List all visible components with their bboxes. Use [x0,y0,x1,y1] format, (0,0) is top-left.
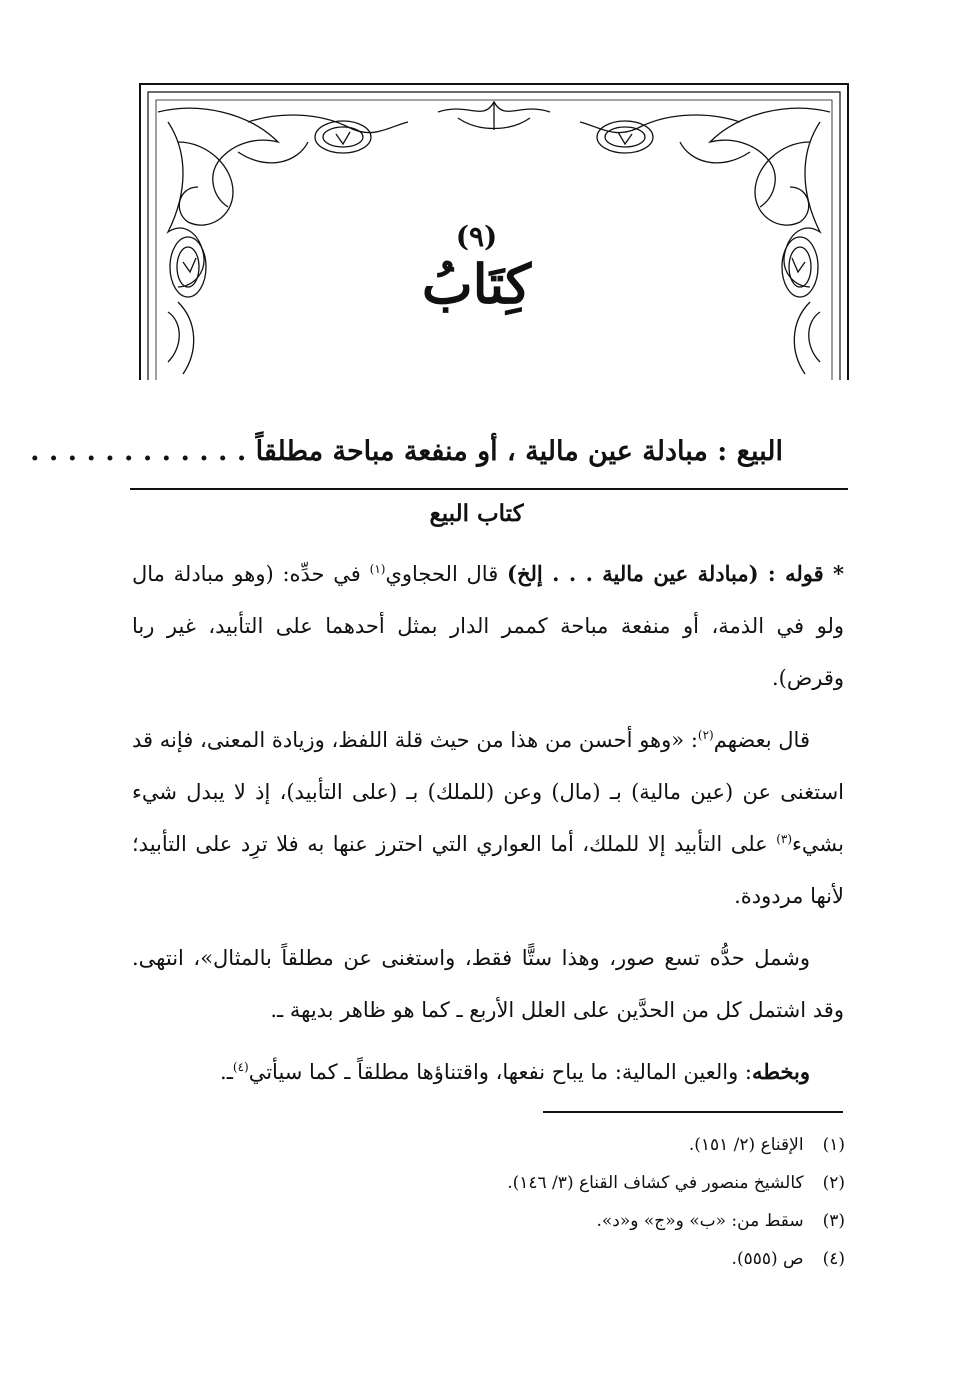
footnote-ref-1[interactable]: (١) [369,562,386,576]
footnote-item [245,1126,845,1164]
paragraph-1 [132,548,844,704]
footnote-ref-3[interactable]: (٣) [776,832,793,846]
footnote-item [245,1164,845,1202]
paragraph-4-text: : والعين المالية: ما يباح نفعها، واقتناؤها مطلقاً ـ كما سيأتي [248,1060,752,1084]
footnote-number: (٣) [822,1211,845,1231]
footnote-number: (٢) [822,1173,845,1193]
matn-divider [130,488,848,490]
paragraph-4-tail: ـ. [220,1060,233,1084]
paragraph-4 [132,1046,844,1098]
footnote-item [245,1202,845,1240]
footnote-number: (٤) [822,1249,845,1269]
footnotes [245,1126,845,1278]
commentary-body [132,548,844,1108]
chapter-number: (٩) [455,220,498,253]
paragraph-2-text-c: على التأبيد إلا للملك، أما العواري التي احترز عنها به فلا ترِد على التأبيد؛ لأنها مردودة. [132,832,844,908]
footnote-text: ص (٥٥٥). [731,1249,804,1269]
footnote-text: كالشيخ منصور في كشاف القناع (٣/ ١٤٦). [507,1173,804,1193]
paragraph-2 [132,714,844,922]
footnote-text: سقط من: «ب» و«ج» و«د». [596,1211,804,1231]
footnote-divider [543,1111,843,1113]
footnote-ref-2[interactable]: (٢) [697,728,714,742]
footnote-ref-4[interactable]: (٤) [232,1060,249,1074]
matn-line: البيع : مبادلة عين مالية ، أو منفعة مباحة مطلقاً . . . . . . . . . . . . [30,436,783,467]
paragraph-1-marker: * قوله : (مبادلة عين مالية . . . إلخ) [507,561,844,586]
paragraph-1-text-b: في حدِّه: (وهو مبادلة مال ولو في الذمة، أو منفعة مباحة كممر الدار بمثل أحدهما على التأبيد، غير ربا وقرض). [132,562,844,690]
footnote-number: (١) [822,1135,845,1155]
paragraph-1-text-a: قال الحجاوي [385,562,508,586]
footnote-text: الإقناع (٢/ ١٥١). [688,1135,804,1155]
paragraph-2-text-b: : «وهو أحسن من هذا من حيث قلة اللفظ، وزيادة المعنى، فإنه قد استغنى عن (عين مالية) بـ (مال) وعن (للملك) بـ (على التأبيد)، إذ لا يبدل شيء بشيء [132,728,844,856]
paragraph-2-text-a: قال بعضهم [713,728,810,752]
paragraph-4-lead: وبخطه [751,1059,810,1084]
paragraph-3: وشمل حدُّه تسع صور، وهذا ستًّا فقط، واستغنى عن مطلقاً بالمثال»، انتهى. وقد اشتمل كل من الحدَّين على العلل الأربع ـ كما هو ظاهر بديهة ـ. [132,946,844,1022]
section-title: كتاب البيع [429,500,524,527]
chapter-heading: كِتَابُ [421,252,532,316]
footnote-item [245,1240,845,1278]
